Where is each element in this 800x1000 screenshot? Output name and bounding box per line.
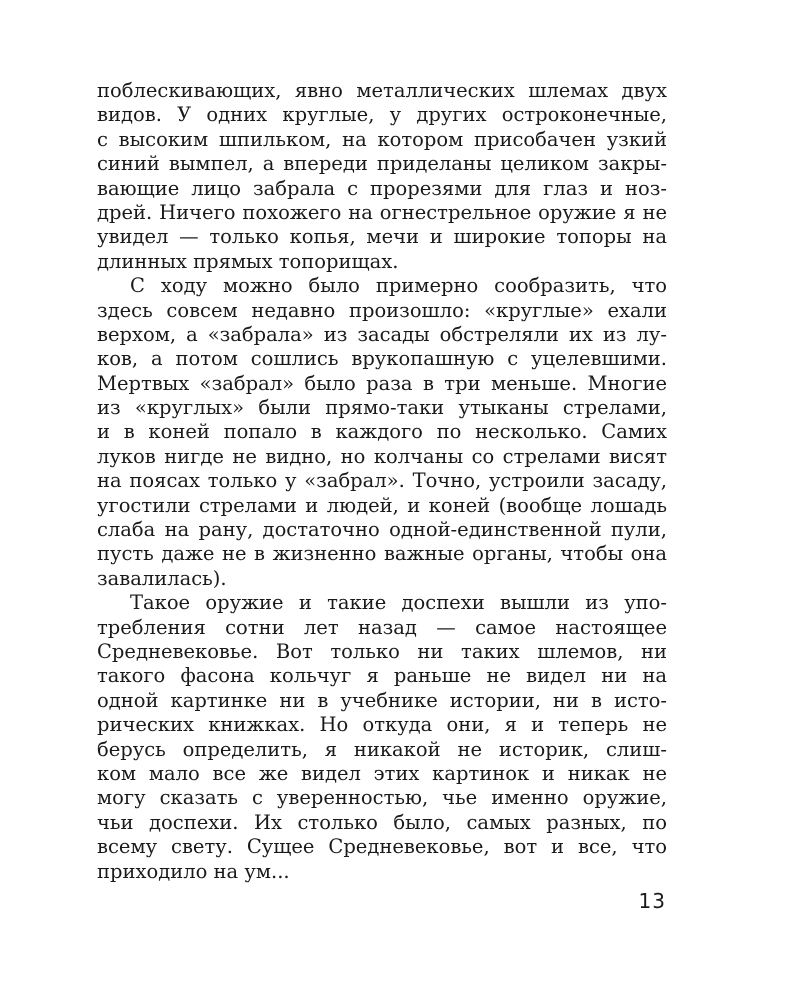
text-line: из «круглых» были прямо-таки утыканы стрелами, bbox=[97, 396, 667, 420]
text-line: верхом, а «забрала» из засады обстреляли их из лу- bbox=[97, 322, 667, 346]
text-line: такого фасона кольчуг я раньше не видел ни на bbox=[97, 664, 667, 688]
text-line: всему свету. Сущее Средневековье, вот и все, что bbox=[97, 835, 667, 859]
text-line: рических книжках. Но откуда они, я и теперь не bbox=[97, 713, 667, 737]
text-line: угостили стрелами и людей, и коней (вообще лошадь bbox=[97, 493, 667, 517]
text-line: на поясах только у «забрал». Точно, устроили засаду, bbox=[97, 469, 667, 493]
text-line: ком мало все же видел этих картинок и никак не bbox=[97, 761, 667, 785]
text-line: Мертвых «забрал» было раза в три меньше. Многие bbox=[97, 371, 667, 395]
text-line: одной картинке ни в учебнике истории, ни в исто- bbox=[97, 688, 667, 712]
text-line: поблескивающих, явно металлических шлемах двух bbox=[97, 79, 667, 102]
text-line: берусь определить, я никакой не историк, слиш- bbox=[97, 737, 667, 761]
paragraph-2 bbox=[97, 274, 667, 591]
paragraph-1 bbox=[97, 79, 667, 274]
text-line: завалилась). bbox=[97, 566, 227, 590]
page-text bbox=[97, 79, 667, 884]
text-line: слаба на рану, достаточно одной-единственной пули, bbox=[97, 518, 667, 542]
text-line: луков нигде не видно, но колчаны со стрелами висят bbox=[97, 444, 667, 468]
text-line: С ходу можно было примерно сообразить, что bbox=[130, 274, 667, 298]
text-line: видов. У одних круглые, у других остроконечные, bbox=[97, 103, 667, 127]
page-number: 13 bbox=[638, 889, 666, 913]
text-line: чьи доспехи. Их столько было, самых разных, по bbox=[97, 810, 667, 834]
text-line: Такое оружие и такие доспехи вышли из упо- bbox=[130, 591, 667, 615]
text-line: Средневековье. Вот только ни таких шлемов, ни bbox=[97, 639, 667, 663]
text-line: синий вымпел, а впереди приделаны целиком закры- bbox=[97, 152, 667, 176]
text-line: здесь совсем недавно произошло: «круглые» ехали bbox=[97, 298, 667, 322]
text-line: пусть даже не в жизненно важные органы, чтобы она bbox=[97, 542, 667, 566]
text-line: вающие лицо забрала с прорезями для глаз и ноз- bbox=[97, 176, 667, 200]
text-line: дрей. Ничего похожего на огнестрельное оружие я не bbox=[97, 200, 667, 224]
text-line: могу сказать с уверенностью, чье именно оружие, bbox=[97, 786, 667, 810]
text-line: и в коней попало в каждого по несколько. Самих bbox=[97, 420, 667, 444]
paragraph-3 bbox=[97, 591, 667, 884]
text-line: приходило на ум... bbox=[97, 859, 290, 883]
text-line: ков, а потом сошлись врукопашную с уцелевшими. bbox=[97, 347, 667, 371]
text-line: требления сотни лет назад — самое настоящее bbox=[97, 615, 667, 639]
text-line: увидел — только копья, мечи и широкие топоры на bbox=[97, 225, 667, 249]
text-line: с высоким шпильком, на котором присобачен узкий bbox=[97, 127, 667, 151]
text-line: длинных прямых топорищах. bbox=[97, 249, 399, 273]
